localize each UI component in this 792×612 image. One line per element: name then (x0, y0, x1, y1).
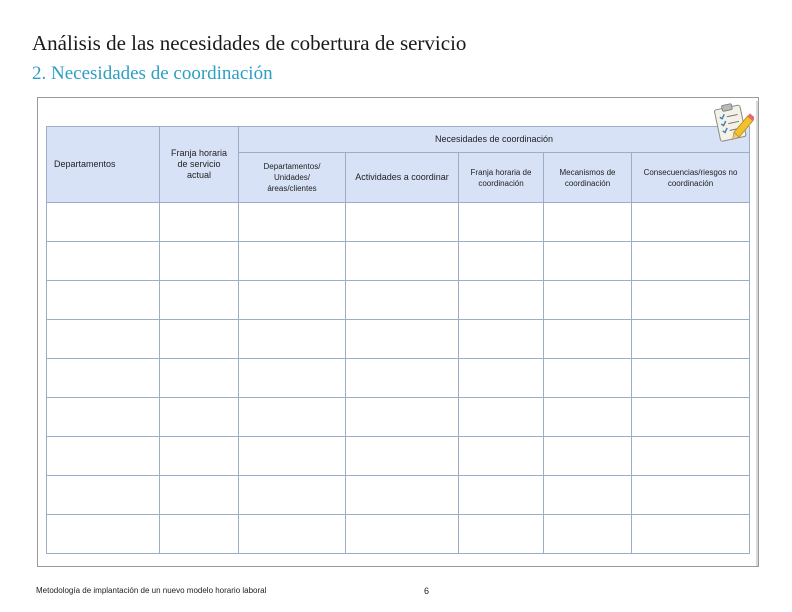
header-necesidades-group: Necesidades de coordinación (239, 127, 750, 153)
table-cell[interactable] (459, 515, 544, 554)
table-cell[interactable] (160, 320, 239, 359)
table-cell[interactable] (160, 281, 239, 320)
table-cell[interactable] (47, 515, 160, 554)
table-row (47, 437, 750, 476)
table-cell[interactable] (160, 437, 239, 476)
table-cell[interactable] (160, 203, 239, 242)
table-cell[interactable] (47, 398, 160, 437)
table-cell[interactable] (632, 320, 750, 359)
header-departamentos-unidades (239, 153, 346, 203)
table-cell[interactable] (632, 476, 750, 515)
table-cell[interactable] (346, 320, 459, 359)
table-row (47, 203, 750, 242)
table-cell[interactable] (544, 398, 632, 437)
table-cell[interactable] (239, 398, 346, 437)
header-franja-coordinacion-label: Franja horaria de coordinación (470, 167, 532, 188)
table-cell[interactable] (632, 242, 750, 281)
table-cell[interactable] (239, 203, 346, 242)
table-cell[interactable] (346, 281, 459, 320)
table-cell[interactable] (239, 437, 346, 476)
page-number: 6 (424, 586, 430, 596)
table-cell[interactable] (160, 476, 239, 515)
header-consecuencias (632, 153, 750, 203)
table-cell[interactable] (239, 242, 346, 281)
coordination-table (46, 126, 750, 554)
table-cell[interactable] (346, 398, 459, 437)
table-cell[interactable] (47, 203, 160, 242)
header-actividades: Actividades a coordinar (346, 153, 459, 203)
table-cell[interactable] (544, 359, 632, 398)
header-departamentos: Departamentos (47, 127, 160, 203)
table-cell[interactable] (346, 515, 459, 554)
table-cell[interactable] (632, 515, 750, 554)
table-cell[interactable] (632, 398, 750, 437)
table-cell[interactable] (632, 359, 750, 398)
table-cell[interactable] (47, 437, 160, 476)
table-cell[interactable] (544, 242, 632, 281)
table-cell[interactable] (459, 359, 544, 398)
table-row (47, 515, 750, 554)
table-cell[interactable] (239, 320, 346, 359)
table-cell[interactable] (459, 398, 544, 437)
page-subtitle: 2. Necesidades de coordinación (32, 63, 273, 84)
header-franja-coordinacion (459, 153, 544, 203)
table-cell[interactable] (239, 476, 346, 515)
table-row (47, 242, 750, 281)
table-cell[interactable] (459, 320, 544, 359)
table-cell[interactable] (459, 203, 544, 242)
table-cell[interactable] (47, 476, 160, 515)
table-cell[interactable] (160, 515, 239, 554)
table-row (47, 359, 750, 398)
table-cell[interactable] (544, 320, 632, 359)
table-cell[interactable] (544, 281, 632, 320)
table-cell[interactable] (346, 203, 459, 242)
header-consecuencias-label: Consecuencias/riesgos no coordinación (643, 167, 738, 188)
table-cell[interactable] (632, 203, 750, 242)
table-cell[interactable] (459, 281, 544, 320)
table-cell[interactable] (239, 515, 346, 554)
header-departamentos-unidades-label: Departamentos/ Unidades/ áreas/clientes (263, 162, 321, 193)
table-cell[interactable] (459, 437, 544, 476)
checklist-pencil-icon (708, 101, 754, 143)
table-row (47, 320, 750, 359)
table-cell[interactable] (239, 359, 346, 398)
table-row (47, 398, 750, 437)
table-cell[interactable] (346, 437, 459, 476)
table-cell[interactable] (346, 476, 459, 515)
table-cell[interactable] (239, 281, 346, 320)
table-cell[interactable] (544, 476, 632, 515)
table-cell[interactable] (47, 359, 160, 398)
header-mecanismos (544, 153, 632, 203)
table-cell[interactable] (544, 515, 632, 554)
table-cell[interactable] (459, 242, 544, 281)
table-cell[interactable] (544, 203, 632, 242)
table-cell[interactable] (160, 359, 239, 398)
header-franja-actual-label: Franja horaria de servicio actual (170, 148, 228, 180)
table-cell[interactable] (47, 242, 160, 281)
table-row (47, 476, 750, 515)
table-cell[interactable] (47, 320, 160, 359)
table-cell[interactable] (544, 437, 632, 476)
table-cell[interactable] (459, 476, 544, 515)
header-franja-actual (160, 127, 239, 203)
table-cell[interactable] (346, 359, 459, 398)
table-cell[interactable] (632, 281, 750, 320)
table-row (47, 281, 750, 320)
table-cell[interactable] (160, 398, 239, 437)
table-cell[interactable] (47, 281, 160, 320)
page-title: Análisis de las necesidades de cobertura de servicio (32, 31, 467, 55)
table-cell[interactable] (160, 242, 239, 281)
header-mecanismos-label: Mecanismos de coordinación (559, 167, 616, 188)
table-cell[interactable] (346, 242, 459, 281)
footer-text: Metodología de implantación de un nuevo modelo horario laboral (36, 586, 267, 595)
table-cell[interactable] (632, 437, 750, 476)
